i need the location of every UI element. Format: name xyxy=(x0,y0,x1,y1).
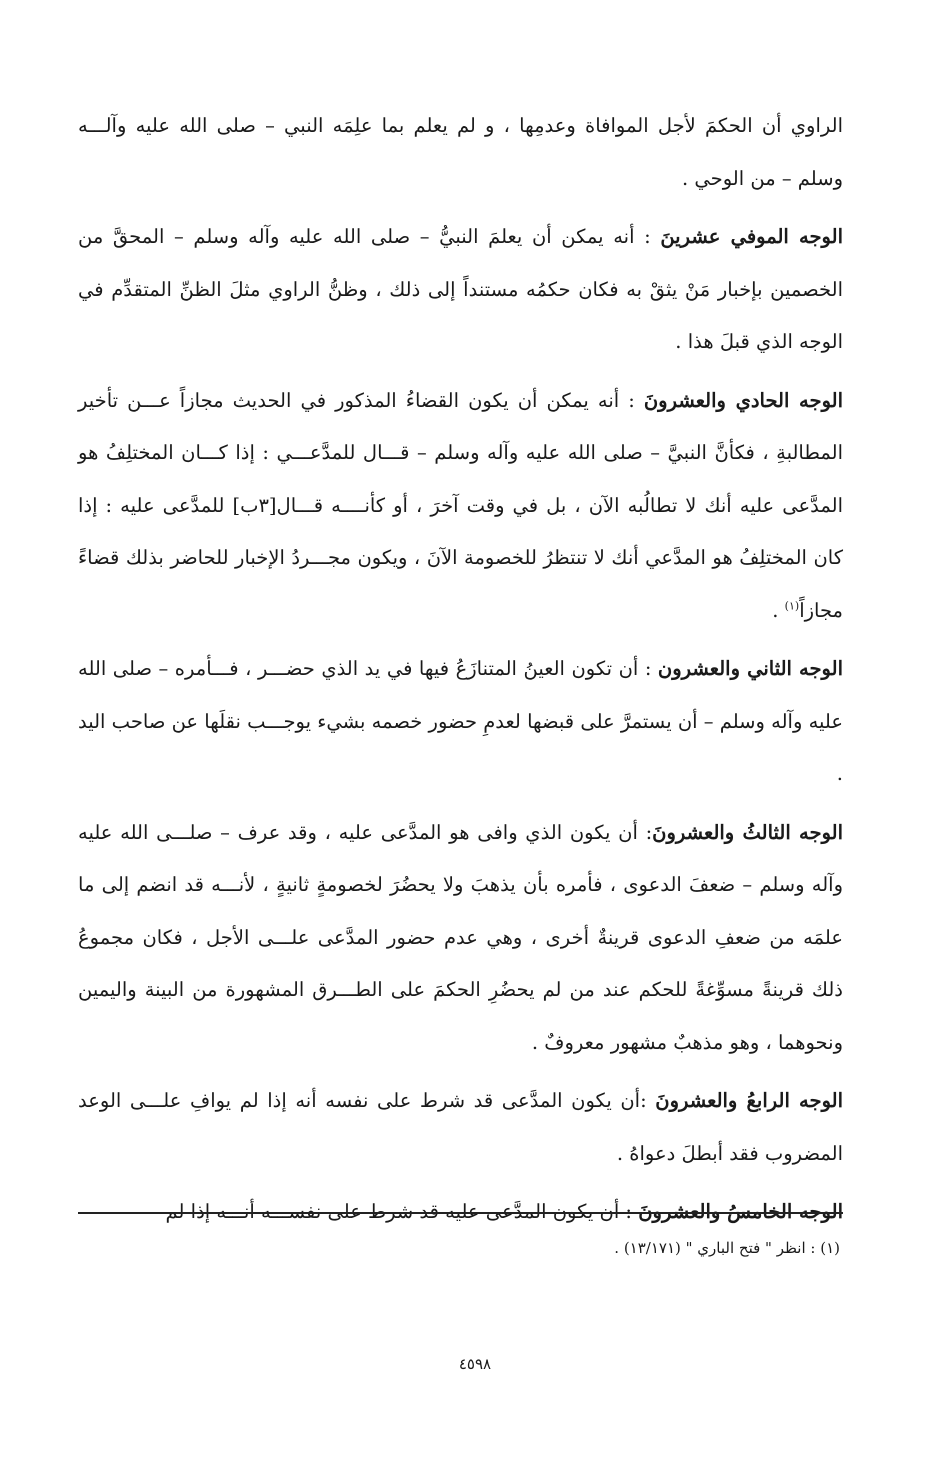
page-number: ٤٥٩٨ xyxy=(458,1355,492,1373)
paragraph-6-text: :أن يكون المدَّعى قد شرط على نفسه أنه إذا لم يوافِ علـــى الوعد المضروب فقد أبطلَ دعواهُ . xyxy=(78,1089,843,1165)
paragraph-2-text: : أنه يمكن أن يعلمَ النبيُّ – صلى الله عليه وآله وسلم – المحقَّ من الخصمين بإخبار مَنْ يثقْ به فكان حكمُه مستنداً إلى ذلك ، وظنُّ الراوي مثلَ الظنِّ المتقدِّم في الوجه الذي قبلَ هذا . xyxy=(78,225,843,353)
paragraph-4-text: : أن تكون العينُ المتنازَعُ فيها في يد الذي حضـــر ، فـــأمره – صلى الله عليه وآله وسلم – أن يستمرَّ على قبضها لعدمِ حضور خصمه بشيء يوجـــب نقلَها عن صاحب اليد . xyxy=(78,657,843,785)
paragraph-3-text: : أنه يمكن أن يكون القضاءُ المذكور في الحديث مجازاً عـــن تأخير المطالبةِ ، فكأنَّ النبيَّ – صلى الله عليه وآله وسلم – قـــال للمدَّعـــي : إذا كـــان المختلِفُ هو المدَّعى عليه أنك لا تطالُبه الآن ، بل في وقت آخرَ ، أو كأنــــه قـــال[٣ب] للمدَّعى عليه : إذا كان المختلِفُ هو المدَّعي أنك لا تنتظرُ للخصومة الآنَ ، ويكون مجـــردُ الإخبار للحاضر بذلك قضاءً مجازاً xyxy=(78,388,843,622)
paragraph-7-heading: الوجه الخامسُ والعشرونَ xyxy=(638,1200,843,1223)
paragraph-5 xyxy=(78,807,843,1070)
footnote-reference[interactable]: (١) xyxy=(784,599,800,612)
paragraph-1 xyxy=(78,100,843,205)
paragraph-6 xyxy=(78,1075,843,1180)
paragraph-3-tail: . xyxy=(772,598,785,622)
footnote: (١) : انظر " فتح الباري " (١٣/١٧١) . xyxy=(614,1239,840,1257)
paragraph-6-heading: الوجه الرابعُ والعشرونَ xyxy=(655,1089,843,1112)
paragraph-4-heading: الوجه الثاني والعشرون xyxy=(657,657,843,680)
paragraph-2-heading: الوجه الموفي عشرينَ xyxy=(660,225,843,248)
paragraph-7-text: : أن يكون المدَّعى عليه قد شرط على نفســـه أنـــه إذا لم xyxy=(165,1200,639,1223)
paragraph-3-heading: الوجه الحادي والعشرونَ xyxy=(643,388,843,412)
footnote-divider xyxy=(78,1212,843,1214)
page-body xyxy=(78,100,843,1245)
paragraph-4 xyxy=(78,643,843,801)
paragraph-5-heading: الوجه الثالثُ والعشرونَ xyxy=(652,820,843,844)
paragraph-3 xyxy=(78,375,843,638)
paragraph-2 xyxy=(78,211,843,369)
paragraph-1-text: الراوي أن الحكمَ لأجل الموافاة وعدمِها ، و لم يعلم بما علِمَه النبي – صلى الله عليه وآلـــه وسلم – من الوحي . xyxy=(78,114,843,190)
paragraph-5-text: : أن يكون الذي وافى هو المدَّعى عليه ، وقد عرف – صلـــى الله عليه وآله وسلم – ضعفَ الدعوى ، فأمره بأن يذهبَ ولا يحضُرَ لخصومةٍ ثانيةٍ ، لأنـــه قد انضم إلى ما علمَه من ضعفِ الدعوى قرينةٌ أخرى ، وهي عدم حضور المدَّعى علـــى الأجل ، فكان مجموعُ ذلك قرينةً مسوِّغةً للحكم عند من لم يحضُرِ الحكمَ على الطـــرق المشهورة من البينة واليمين ونحوهما ، وهو مذهبٌ مشهور معروفٌ . xyxy=(78,820,843,1054)
